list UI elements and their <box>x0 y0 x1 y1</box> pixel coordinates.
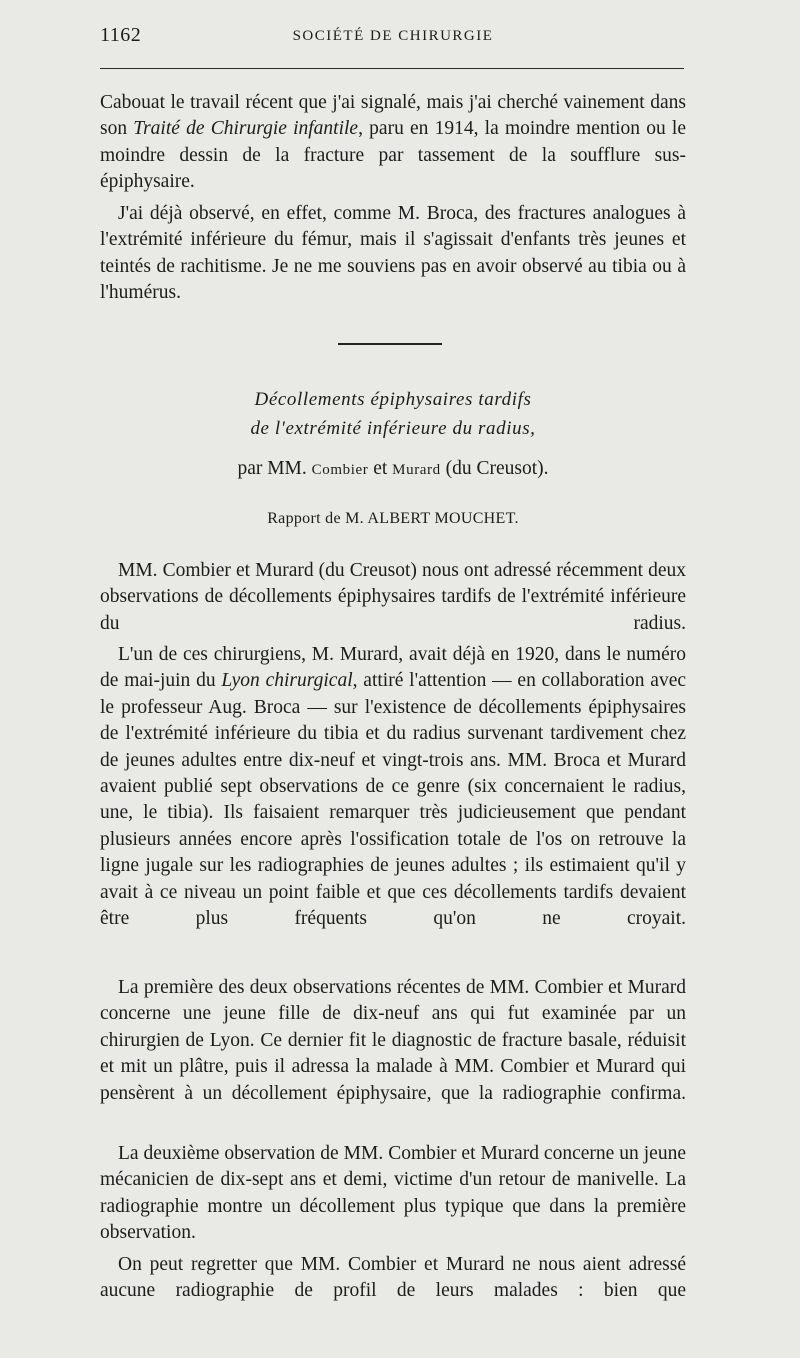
body-paragraph-1: MM. Combier et Murard (du Creusot) nous ont adressé récemment deux observations de décollements épiphysaires tardifs de l'extrémité inférieure du radius. <box>100 560 686 634</box>
rapport-line: Rapport de M. ALBERT MOUCHET. <box>267 510 519 527</box>
author-combier: Combier <box>311 462 369 478</box>
body-paragraph-3: La première des deux observations récentes de MM. Combier et Murard concerne une jeune fille de dix-neuf ans qui fut examinée par un chirurgien de Lyon. Ce dernier fit le diagnostic de fracture basale, réduisit et mit un plâtre, puis il adressa la malade à MM. Combier et Murard qui pensèrent à un décollement épiphysaire, que la radiographie confirma. <box>100 977 686 1104</box>
authors-prefix: par MM. <box>237 458 312 479</box>
book-title: Traité de Chirurgie infantile <box>133 118 359 140</box>
article-authors <box>100 458 686 480</box>
body-paragraph-2 <box>100 642 686 932</box>
intro-p1-text-b: , paru en 1914, la moindre mention ou le moindre dessin de la fracture par tassement de la soufflure sus-épiphysaire. <box>100 118 687 193</box>
page-header <box>100 24 686 54</box>
body-p2-text-b: , attiré l'attention — en collaboration avec le professeur Aug. Broca — sur l'existence de décollements épiphysaires de l'extrémité inférieure du tibia et du radius survenant tardivement chez de jeunes adultes entre dix-neuf et vingt-trois ans. MM. Broca et Murard avaient publié sept observations de ce genre (six concernaient le radius, une, le tibia). Ils faisaient remarquer très judicieusement que pendant plusieurs années encore après l'ossification totale de l'os on retrouve la ligne jugale sur les radiographies de jeunes adultes ; ils estimaient qu'il y avait à ce niveau un point faible et que ces décollements tardifs devaient être plus fréquents qu'on ne croyait. <box>100 670 687 930</box>
article-title-line-1: Décollements épiphysaires tardifs <box>254 389 532 410</box>
body-paragraph-5: On peut regretter que MM. Combier et Murard ne nous aient adressé aucune radiographie de profil de leurs malades : bien que <box>100 1254 686 1302</box>
article-title-line-2: de l'extrémité inférieure du radius, <box>250 418 536 439</box>
intro-p1-text-a: Cabouat le travail récent que j'ai signalé, mais j'ai cherché vainement dans son <box>100 92 686 140</box>
body-paragraph-4: La deuxième observation de MM. Combier et Murard concerne un jeune mécanicien de dix-sept ans et demi, victime d'un retour de manivelle. La radiographie montre un décollement plus typique que dans la première observation. <box>100 1143 686 1244</box>
page-number: 1162 <box>100 24 142 46</box>
body-p2-text-a: L'un de ces chirurgiens, M. Murard, avait déjà en 1920, dans le numéro de mai-juin du <box>100 644 686 692</box>
authors-suffix: (du Creusot). <box>440 458 549 479</box>
intro-paragraph-1 <box>100 90 686 196</box>
running-title: SOCIÉTÉ DE CHIRURGIE <box>292 28 494 44</box>
journal-title: Lyon chirurgical <box>221 670 353 692</box>
header-rule <box>100 68 684 69</box>
intro-paragraph-2: J'ai déjà observé, en effet, comme M. Broca, des fractures analogues à l'extrémité inférieure du fémur, mais il s'agissait d'enfants très jeunes et teintés de rachitisme. Je ne me souviens pas en avoir observé au tibia ou à l'humérus. <box>100 203 686 304</box>
author-murard: Murard <box>392 462 441 478</box>
section-separator <box>338 343 442 345</box>
authors-conj: et <box>368 458 393 479</box>
